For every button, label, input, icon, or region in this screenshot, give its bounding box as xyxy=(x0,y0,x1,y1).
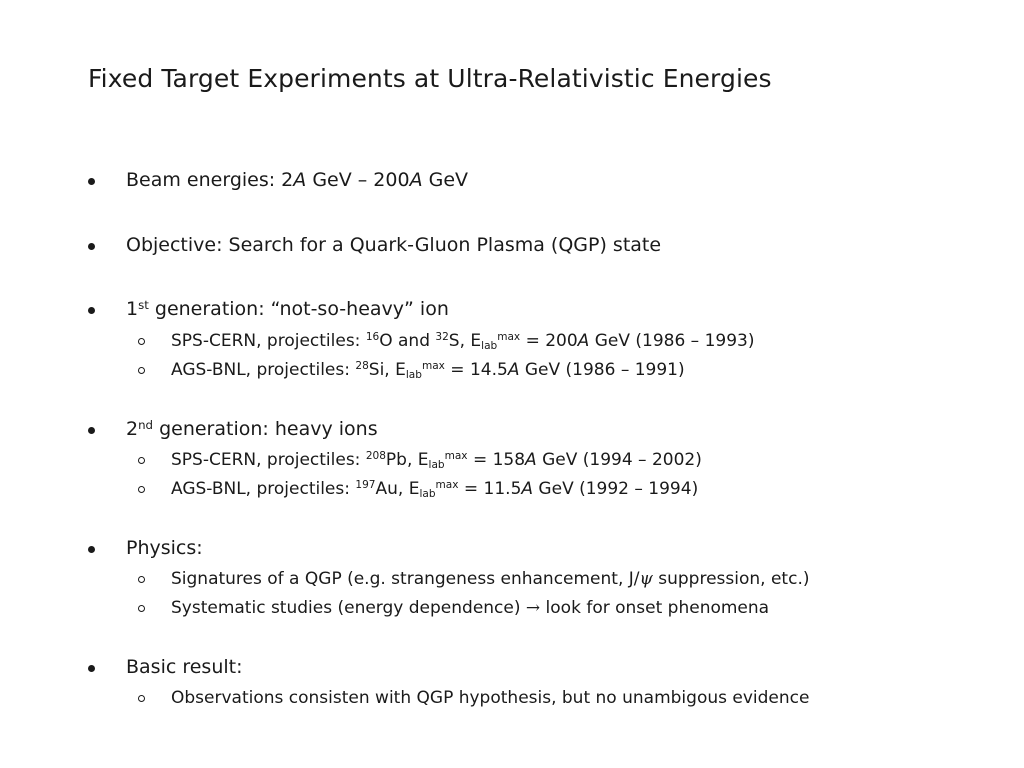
bullet-text: GeV – 200 xyxy=(306,169,410,191)
bullet-text: Basic result: xyxy=(126,656,243,678)
bullet-text: GeV xyxy=(422,169,469,191)
sub-bullet-sps-cern-2: SPS-CERN, projectiles: $^{208}$Pb, $E_{lab}^{max} = 158A$ GeV (1994 – 2002) xyxy=(171,450,702,470)
sub-bullet-ring-icon xyxy=(138,338,145,345)
ordinal-suffix: st xyxy=(138,297,149,312)
bullet-dot-icon xyxy=(88,307,95,314)
slide-title: Fixed Target Experiments at Ultra-Relativistic Energies xyxy=(88,64,772,93)
bullet-first-generation xyxy=(126,298,449,320)
bullet-second-generation xyxy=(126,418,378,440)
bullet-dot-icon xyxy=(88,243,95,250)
bullet-dot-icon xyxy=(88,427,95,434)
sub-bullet-ring-icon xyxy=(138,367,145,374)
bullet-beam-energies xyxy=(126,169,468,191)
bullet-text: Objective: Search for a Quark-Gluon Plasma (QGP) state xyxy=(126,234,662,256)
bullet-text: 1 xyxy=(126,298,139,320)
sub-bullet-systematic-studies: Systematic studies (energy dependence) → look for onset phenomena xyxy=(171,598,769,618)
bullet-basic-result xyxy=(126,656,243,678)
sub-bullet-sps-cern-1: SPS-CERN, projectiles: $^{16}$O and $^{32}$S, $E_{lab}^{max} = 200A$ GeV (1986 – 1993) xyxy=(171,331,754,351)
sub-bullet-ring-icon xyxy=(138,457,145,464)
bullet-physics xyxy=(126,537,203,559)
bullet-objective xyxy=(126,234,661,256)
sub-bullet-ags-bnl-2: AGS-BNL, projectiles: $^{197}$Au, $E_{lab}^{max} = 11.5A$ GeV (1992 – 1994) xyxy=(171,479,698,499)
sub-bullet-ring-icon xyxy=(138,695,145,702)
bullet-dot-icon xyxy=(88,546,95,553)
bullet-dot-icon xyxy=(88,665,95,672)
sub-bullet-ring-icon xyxy=(138,605,145,612)
sub-bullet-ring-icon xyxy=(138,486,145,493)
bullet-text: Beam energies: 2 xyxy=(126,169,294,191)
bullet-text: generation: “not-so-heavy” ion xyxy=(148,298,449,320)
sub-bullet-qgp-signatures: Signatures of a QGP (e.g. strangeness enhancement, J/ψ suppression, etc.) xyxy=(171,569,809,589)
bullet-text: Physics: xyxy=(126,537,203,559)
right-arrow-icon: → xyxy=(525,598,541,618)
bullet-text: 2 xyxy=(126,418,139,440)
bullet-text: generation: heavy ions xyxy=(153,418,378,440)
sub-bullet-observations: Observations consisten with QGP hypothesis, but no unambigous evidence xyxy=(171,688,809,708)
bullet-text: A xyxy=(409,169,423,191)
ordinal-suffix: nd xyxy=(138,417,154,432)
bullet-text: A xyxy=(293,169,307,191)
psi-symbol: ψ xyxy=(639,569,653,589)
bullet-dot-icon xyxy=(88,178,95,185)
sub-bullet-ring-icon xyxy=(138,576,145,583)
sub-bullet-ags-bnl-1: AGS-BNL, projectiles: $^{28}$Si, $E_{lab}^{max} = 14.5A$ GeV (1986 – 1991) xyxy=(171,360,685,380)
